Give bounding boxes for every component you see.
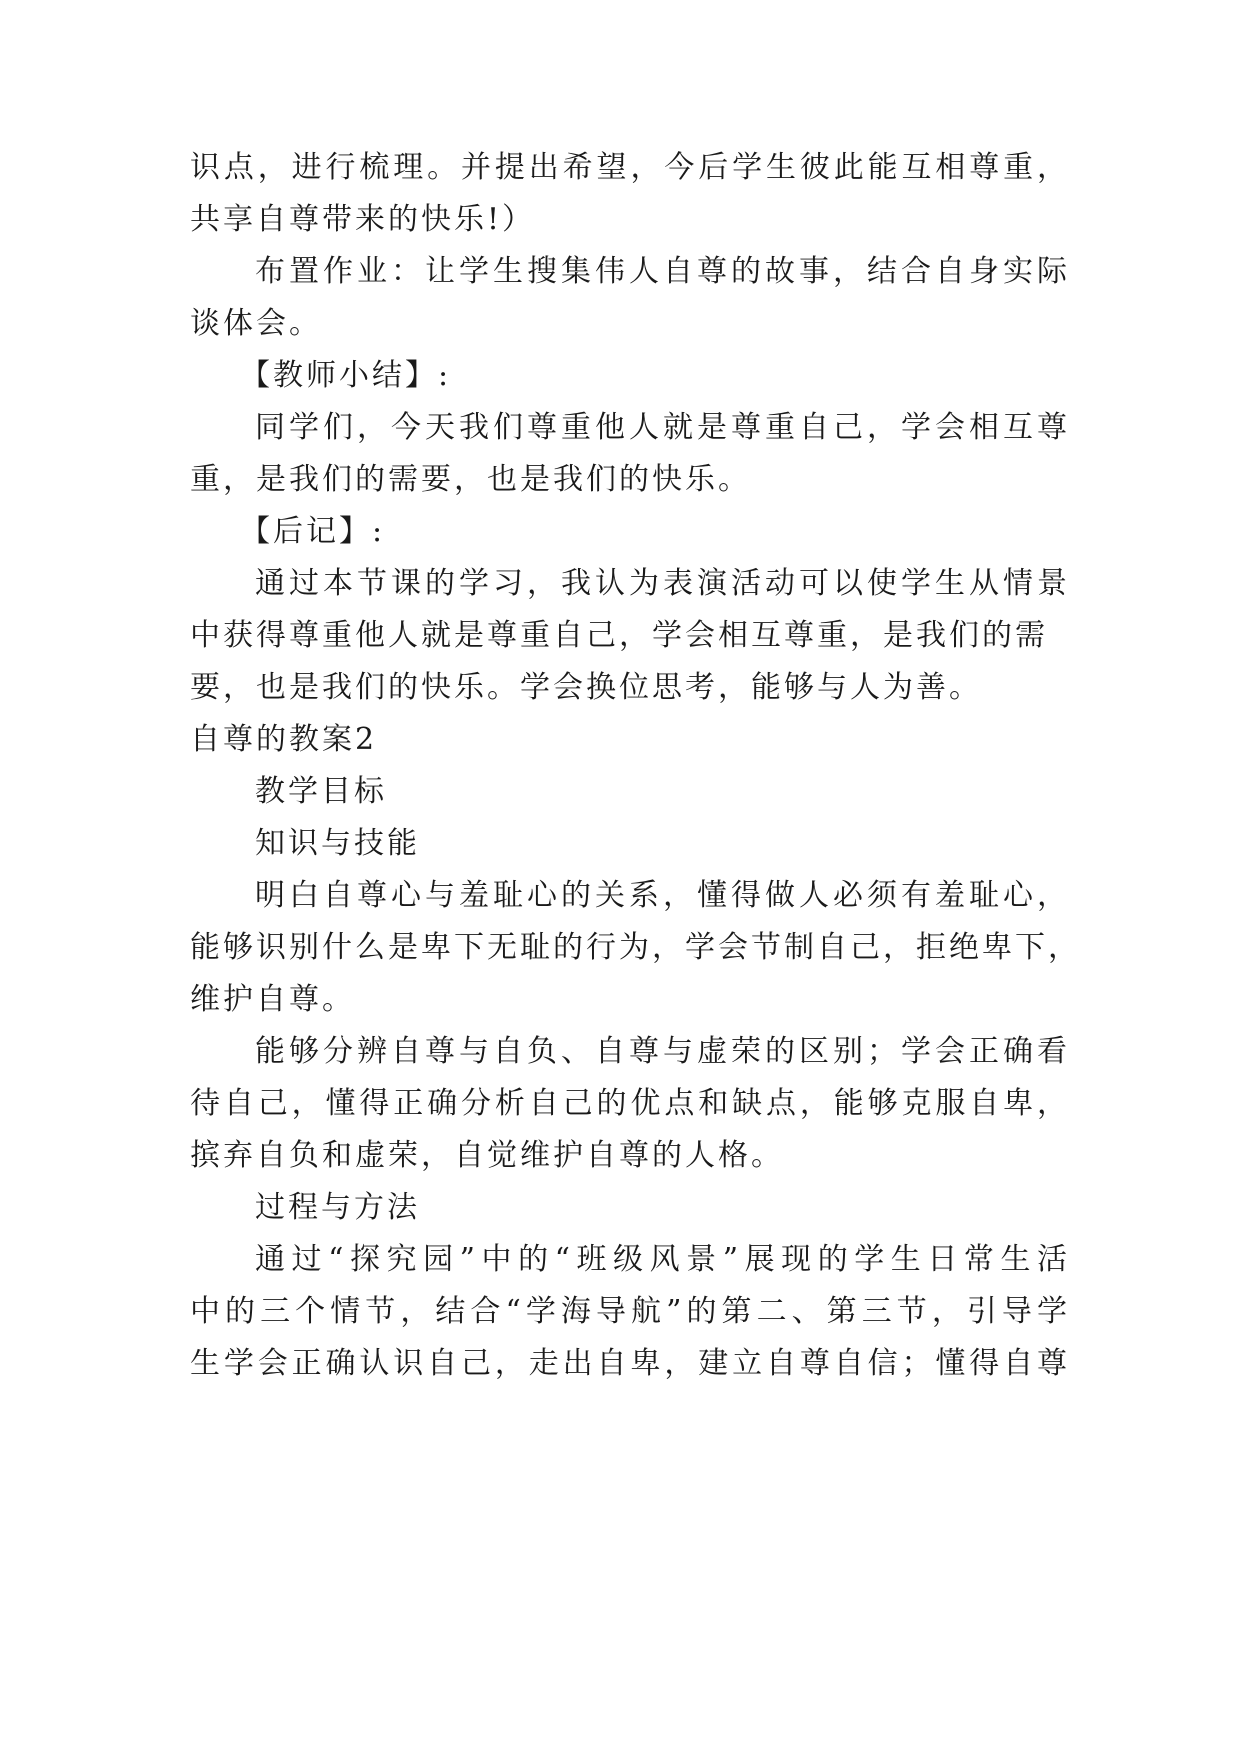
document-title: 自尊的教案2 <box>190 722 378 757</box>
text-line: 能够分辨自尊与自负、自尊与虚荣的区别；学会正确看 <box>255 1034 1070 1069</box>
text-line: 通过“探究园”中的“班级风景”展现的学生日常生活 <box>255 1242 1070 1277</box>
section-heading: 【教师小结】: <box>240 358 452 393</box>
text-line: 维护自尊。 <box>190 982 355 1017</box>
text-line: 中获得尊重他人就是尊重自己，学会相互尊重，是我们的需 <box>190 618 1048 653</box>
text-line: 明白自尊心与羞耻心的关系，懂得做人必须有羞耻心， <box>255 878 1070 913</box>
text-line: 生学会正确认识自己，走出自卑，建立自尊自信；懂得自尊 <box>190 1346 1070 1381</box>
section-heading: 知识与技能 <box>255 826 420 861</box>
text-line: 布置作业：让学生搜集伟人自尊的故事，结合自身实际 <box>255 254 1070 289</box>
text-line: 要，也是我们的快乐。学会换位思考，能够与人为善。 <box>190 670 982 705</box>
text-line: 共享自尊带来的快乐!） <box>190 202 536 237</box>
text-line: 摈弃自负和虚荣，自觉维护自尊的人格。 <box>190 1138 784 1173</box>
section-heading: 【后记】: <box>240 514 386 549</box>
text-line: 能够识别什么是卑下无耻的行为，学会节制自己，拒绝卑下， <box>190 930 1081 965</box>
text-line: 待自己，懂得正确分析自己的优点和缺点，能够克服自卑， <box>190 1086 1070 1121</box>
section-heading: 过程与方法 <box>255 1190 420 1225</box>
text-line: 谈体会。 <box>190 306 322 341</box>
text-line: 同学们，今天我们尊重他人就是尊重自己，学会相互尊 <box>255 410 1070 445</box>
text-line: 通过本节课的学习，我认为表演活动可以使学生从情景 <box>255 566 1070 601</box>
text-line: 重，是我们的需要，也是我们的快乐。 <box>190 462 751 497</box>
text-line: 中的三个情节，结合“学海导航”的第二、第三节，引导学 <box>190 1294 1070 1329</box>
section-heading: 教学目标 <box>255 774 387 809</box>
text-line: 识点，进行梳理。并提出希望，今后学生彼此能互相尊重， <box>190 150 1070 185</box>
